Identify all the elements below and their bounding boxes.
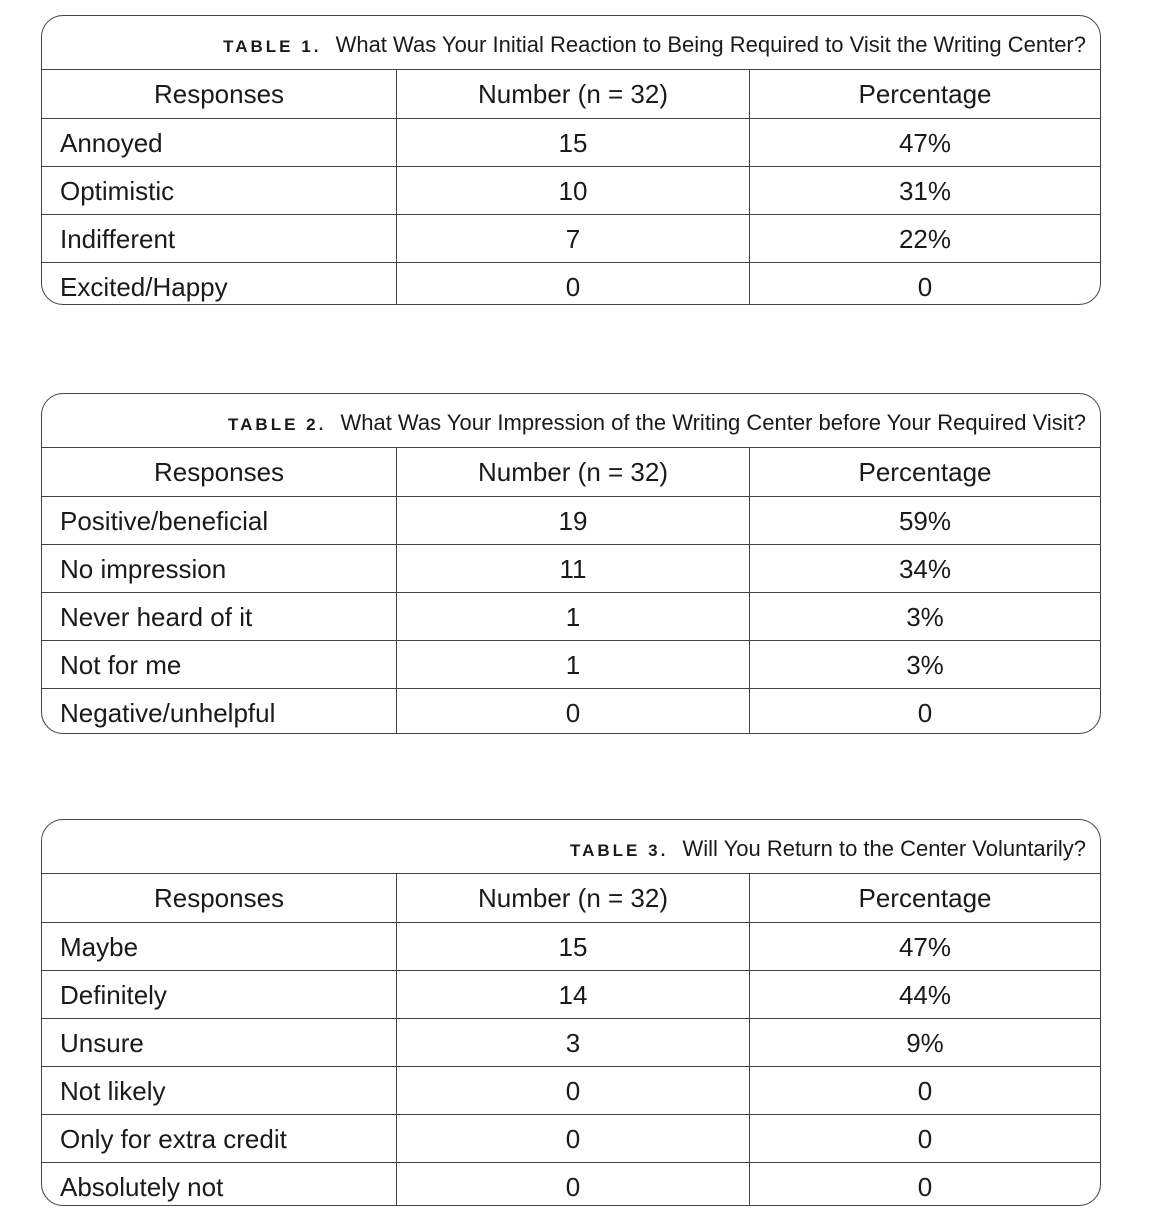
- table-row: [42, 167, 1100, 215]
- number-cell: 15: [396, 923, 749, 970]
- response-cell: Never heard of it: [60, 601, 253, 632]
- table-3-header-row: [42, 874, 1100, 923]
- percentage-cell: 31%: [749, 167, 1100, 214]
- number-cell: 15: [396, 119, 749, 166]
- percentage-cell: 0: [749, 1115, 1100, 1162]
- number-cell: 10: [396, 167, 749, 214]
- header-number: Number (n = 32): [396, 448, 749, 496]
- number-cell: 3: [396, 1019, 749, 1066]
- table-3-caption: [42, 820, 1100, 874]
- table-2-header-row: [42, 448, 1100, 497]
- number-cell: 14: [396, 971, 749, 1018]
- table-3-title: Will You Return to the Center Voluntarily?: [682, 836, 1086, 861]
- response-cell: Annoyed: [60, 127, 163, 158]
- number-cell: 11: [396, 545, 749, 592]
- table-2-label: TABLE 2.: [228, 415, 327, 434]
- table-1-title: What Was Your Initial Reaction to Being Required to Visit the Writing Center?: [335, 32, 1086, 57]
- header-responses: Responses: [153, 79, 285, 109]
- table-row: [42, 689, 1100, 734]
- table-1-caption: [42, 16, 1100, 70]
- table-row: [42, 545, 1100, 593]
- table-3-label: TABLE 3.: [570, 841, 669, 860]
- table-row: [42, 593, 1100, 641]
- percentage-cell: 3%: [749, 641, 1100, 688]
- table-row: [42, 1163, 1100, 1206]
- table-row: [42, 971, 1100, 1019]
- number-cell: 1: [396, 593, 749, 640]
- header-number: Number (n = 32): [396, 874, 749, 922]
- table-row: [42, 1067, 1100, 1115]
- table-2-caption: [42, 394, 1100, 448]
- percentage-cell: 59%: [749, 497, 1100, 544]
- response-cell: Negative/unhelpful: [60, 697, 276, 728]
- number-cell: 0: [396, 1163, 749, 1206]
- table-row: [42, 119, 1100, 167]
- response-cell: Not for me: [60, 649, 182, 680]
- percentage-cell: 22%: [749, 215, 1100, 262]
- response-cell: Indifferent: [60, 223, 176, 254]
- percentage-cell: 47%: [749, 119, 1100, 166]
- percentage-cell: 0: [749, 1163, 1100, 1206]
- header-percentage: Percentage: [749, 70, 1100, 118]
- header-percentage: Percentage: [749, 448, 1100, 496]
- table-row: [42, 1019, 1100, 1067]
- response-cell: Maybe: [60, 931, 139, 962]
- number-cell: 7: [396, 215, 749, 262]
- response-cell: Positive/beneficial: [60, 505, 269, 536]
- table-row: [42, 497, 1100, 545]
- table-1: [41, 15, 1101, 305]
- response-cell: Optimistic: [60, 175, 175, 206]
- table-row: [42, 1115, 1100, 1163]
- percentage-cell: 44%: [749, 971, 1100, 1018]
- table-row: [42, 263, 1100, 305]
- number-cell: 0: [396, 689, 749, 734]
- response-cell: Absolutely not: [60, 1171, 224, 1202]
- table-row: [42, 215, 1100, 263]
- number-cell: 0: [396, 1067, 749, 1114]
- number-cell: 0: [396, 263, 749, 305]
- percentage-cell: 0: [749, 1067, 1100, 1114]
- table-2: [41, 393, 1101, 734]
- number-cell: 19: [396, 497, 749, 544]
- percentage-cell: 9%: [749, 1019, 1100, 1066]
- percentage-cell: 34%: [749, 545, 1100, 592]
- header-responses: Responses: [153, 457, 285, 487]
- number-cell: 0: [396, 1115, 749, 1162]
- response-cell: No impression: [60, 553, 227, 584]
- table-1-label: TABLE 1.: [223, 37, 322, 56]
- table-3: [41, 819, 1101, 1206]
- percentage-cell: 47%: [749, 923, 1100, 970]
- percentage-cell: 0: [749, 263, 1100, 305]
- header-number: Number (n = 32): [396, 70, 749, 118]
- table-row: [42, 641, 1100, 689]
- percentage-cell: 3%: [749, 593, 1100, 640]
- table-row: [42, 923, 1100, 971]
- response-cell: Excited/Happy: [60, 271, 228, 302]
- table-2-title: What Was Your Impression of the Writing Center before Your Required Visit?: [340, 410, 1086, 435]
- number-cell: 1: [396, 641, 749, 688]
- response-cell: Only for extra credit: [60, 1123, 287, 1154]
- response-cell: Not likely: [60, 1075, 166, 1106]
- header-responses: Responses: [153, 883, 285, 913]
- header-percentage: Percentage: [749, 874, 1100, 922]
- response-cell: Unsure: [60, 1027, 144, 1058]
- response-cell: Definitely: [60, 979, 167, 1010]
- percentage-cell: 0: [749, 689, 1100, 734]
- table-1-header-row: [42, 70, 1100, 119]
